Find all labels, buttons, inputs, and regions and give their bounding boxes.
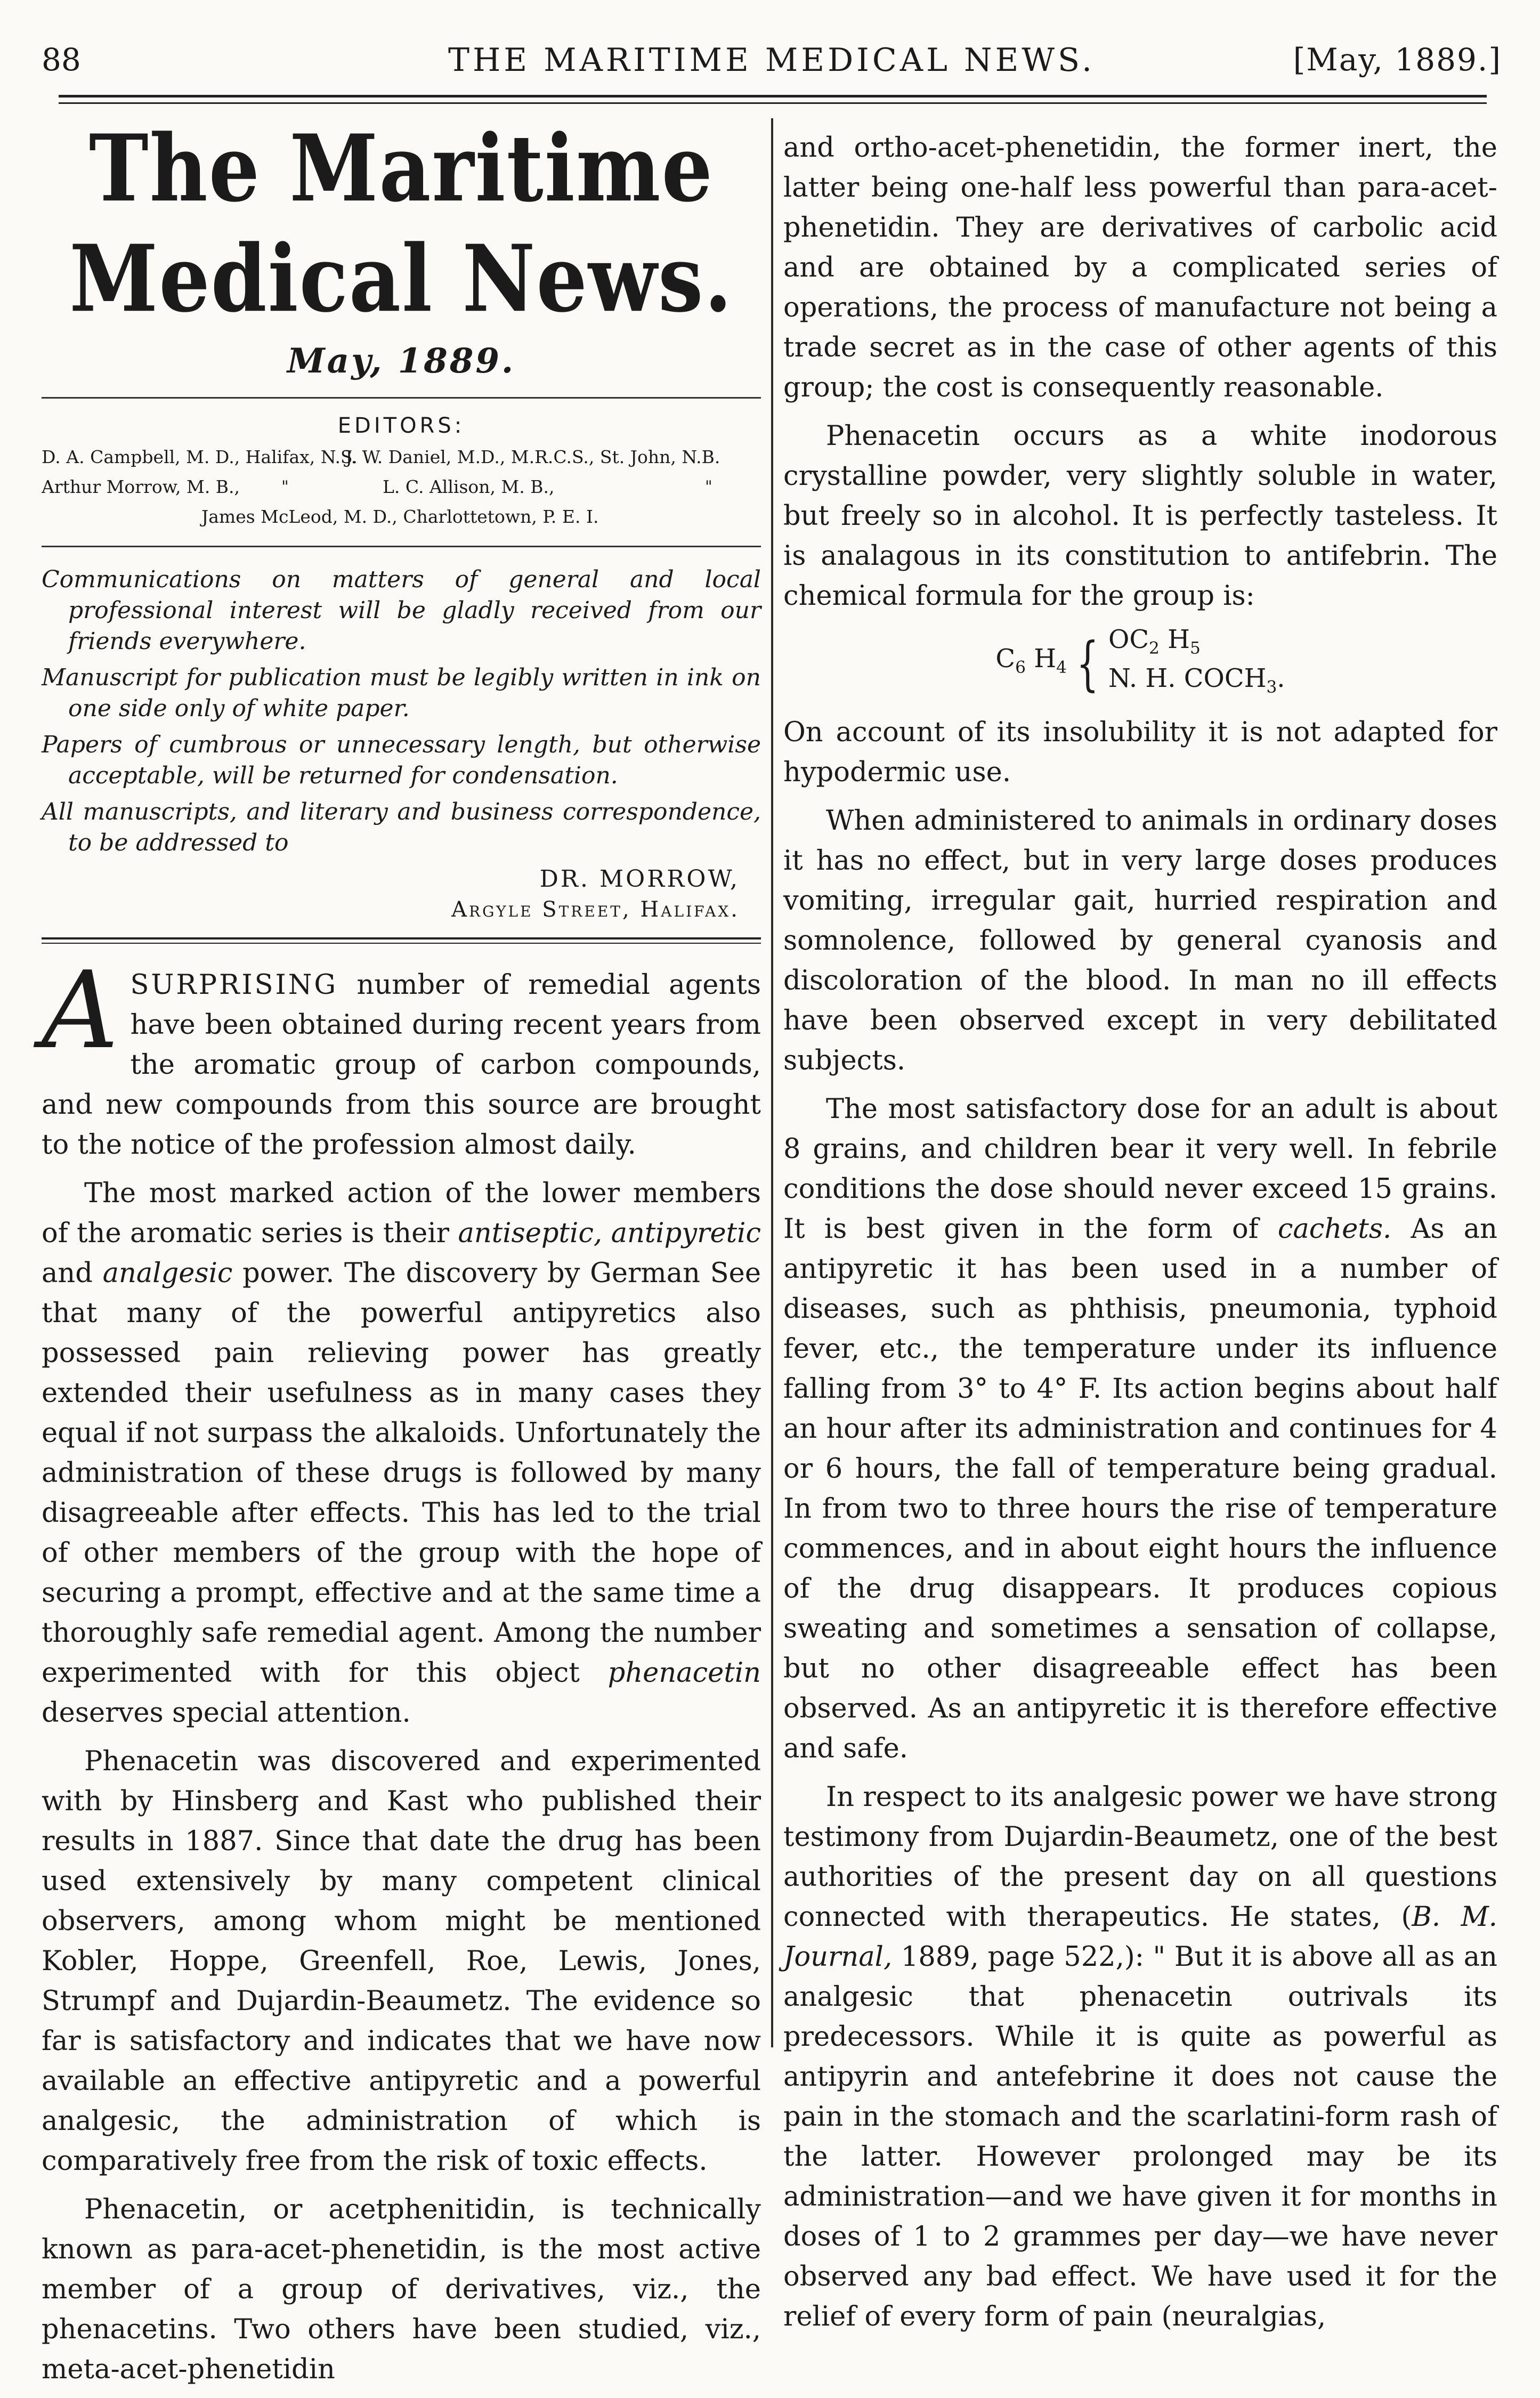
paragraph-text: As an antipyretic it has been used in a number of diseases, such as phthisis, pneumonia, typhoid fever, etc., the temperature under its influence falling from 3° to 4° F. Its action begins about half an hour after its administration and continues for 4 or 6 hours, the fall of temperature being gradual. In from two to three hours the rise of temperature commences, and in about eight hours the influence of the drug disappears. It produces copious sweating and sometimes a sensation of collapse, but no other disagreeable effect has been observed. As an antipyretic it is therefore effective and safe.	[783, 1213, 1497, 1765]
formula-sub: 6	[1015, 658, 1026, 677]
article-left	[42, 949, 761, 2389]
paragraph-text: deserves special attention.	[42, 1697, 411, 1729]
ditto-mark: "	[705, 477, 712, 496]
address-street: Argyle Street, Halifax.	[451, 897, 740, 922]
editors-rule	[42, 546, 761, 547]
paragraph-text: 1889, page 522,): " But it is above all as an analgesic that phenacetin outrivals its predecessors. While it is quite as powerful as antipyrin and antefebrine it does not cause the pain in the stomach and the scarlatini-form rash of the latter. However prolonged may be its administration—and we have given it for months in doses of 1 to 2 grammes per day—we have never observed any bad effect. We have used it for the relief of every form of pain (neuralgias,	[783, 1941, 1497, 2333]
formula-text: H	[1034, 644, 1057, 674]
page-number: 88	[42, 42, 81, 78]
formula-stack	[1108, 625, 1285, 702]
article-paragraph: Phenacetin, or acetphenitidin, is technically known as para-acet-phenetidin, is the most active member of a group of derivatives, viz., the phenacetins. Two others have been studied, viz., meta-acet-phenetidin	[42, 2194, 761, 2385]
formula-left	[995, 642, 1067, 684]
formula-text: H	[1168, 625, 1190, 654]
emphasis: antiseptic, antipyretic	[458, 1218, 761, 1249]
notice-manuscript: Manuscript for publication must be legibly written in ink on one side only of white paper.	[42, 664, 761, 722]
article-paragraph: When administered to animals in ordinary doses it has no effect, but in very large doses produces vomiting, irregular gait, hurried respiration and somnolence, followed by general cyanosis and discoloration of the blood. In man no ill effects have been observed except in very debilitated subjects.	[783, 805, 1497, 1077]
article-paragraph	[783, 1777, 1497, 2337]
article-paragraph: Phenacetin occurs as a white inodorous crystalline powder, very slightly soluble in water, but freely so in alcohol. It is perfectly tasteless. It is analagous in its constitution to antifebrin. The chemical formula for the group is:	[783, 420, 1497, 612]
masthead-rule	[42, 397, 761, 399]
formula-sub: 4	[1056, 658, 1067, 677]
running-header	[42, 42, 1502, 90]
editor-allison: L. C. Allison, M. B.,	[383, 476, 555, 497]
editor-mcleod: James McLeod, M. D., Charlottetown, P. E. I.	[201, 506, 599, 527]
article-paragraph	[42, 1173, 761, 1733]
masthead-title: The Maritime Medical News.	[69, 115, 733, 333]
paragraph-text: number of remedial agents have been obtained during recent years from the aromatic group of carbon compounds, and new compounds from this source are brought to the notice of the profession almost daily.	[42, 969, 761, 1161]
emphasis: analgesic	[102, 1258, 233, 1289]
editors-heading: EDITORS:	[337, 414, 465, 438]
address-name: DR. MORROW,	[539, 865, 740, 893]
article-paragraph: On account of its insolubility it is not adapted for hypodermic use.	[783, 717, 1497, 789]
paragraph-text: The most satisfactory dose for an adult is about 8 grains, and children bear it very well. In febrile conditions the dose should never exceed 15 grains. It is best given in the form of	[783, 1093, 1497, 1245]
paragraph-text: In respect to its analgesic power we have strong testimony from Dujardin-Beaumetz, one of the best authorities of the present day on all questions connected with therapeutics. He states, (	[783, 1781, 1497, 1933]
formula-text: OC	[1108, 625, 1149, 654]
emphasis: cachets.	[1277, 1213, 1392, 1245]
paragraph-text: The most marked action of the lower members of the aromatic series is their	[42, 1178, 761, 1249]
notices-rule	[42, 937, 761, 944]
editors-row	[42, 442, 761, 472]
article-paragraph: Phenacetin was discovered and experimented with by Hinsberg and Kast who published their results in 1887. Since that date the drug has been used extensively by many competent clinical observers, among whom might be mentioned Kobler, Hoppe, Greenfell, Roe, Lewis, Jones, Strumpf and Dujardin-Beaumetz. The evidence so far is satisfactory and indicates that we have now available an effective antipyretic and a powerful analgesic, the administration of which is comparatively free from the risk of toxic effects.	[42, 1746, 761, 2177]
paragraph-text: and	[42, 1258, 103, 1289]
editor-daniel: J. W. Daniel, M.D., M.R.C.S., St. John, N.B.	[345, 447, 720, 467]
formula-sub: 3	[1266, 677, 1277, 697]
emphasis: phenacetin	[607, 1657, 761, 1689]
notice-papers: Papers of cumbrous or unnecessary length, but otherwise acceptable, will be returned for condensation.	[42, 731, 761, 789]
brace-glyph: {	[1076, 629, 1099, 698]
formula-sub: 5	[1190, 638, 1201, 658]
article-paragraph	[783, 1089, 1497, 1769]
ditto-mark: "	[281, 477, 289, 496]
editors-row	[42, 502, 761, 532]
header-rule	[59, 95, 1487, 104]
article-right	[783, 128, 1497, 2337]
emphasis: B. M. Journal,	[783, 1901, 1497, 1973]
article-paragraph	[42, 949, 761, 1165]
left-column	[42, 115, 761, 2398]
running-title: THE MARITIME MEDICAL NEWS.	[448, 42, 1096, 79]
drop-cap: A	[42, 949, 119, 1073]
paragraph-text: power. The discovery by German See that many of the powerful antipyretics also possessed pain relieving power has greatly extended their usefulness as in many cases they equal if not surpass the alkaloids. Unfortunately the administration of these drugs is followed by many disagreeable after effects. This has led to the trial of other members of the group with the hope of securing a prompt, effective and at the same time a thoroughly safe remedial agent. Among the number experimented with for this object	[42, 1258, 761, 1689]
formula-text: N. H. COCH	[1108, 663, 1267, 693]
editor-morrow: Arthur Morrow, M. B.,	[42, 476, 240, 497]
chemical-formula	[783, 625, 1497, 702]
editors-list	[42, 442, 761, 532]
article-paragraph: and ortho-acet-phenetidin, the former inert, the latter being one-half less powerful than para-acet-phenetidin. They are derivatives of carbolic acid and are obtained by a complicated series of operations, the process of manufacture not being a trade secret as in the case of other agents of this group; the cost is consequently reasonable.	[783, 132, 1497, 403]
notices	[42, 564, 761, 858]
formula-sub: 2	[1149, 638, 1160, 658]
editors-row	[42, 472, 761, 502]
formula-text: .	[1277, 663, 1285, 693]
issue-label: [May, 1889.]	[1293, 42, 1502, 78]
right-column	[783, 128, 1497, 2345]
formula-text: C	[995, 644, 1016, 674]
notice-address: All manuscripts, and literary and business correspondence, to be addressed to	[42, 798, 761, 856]
notice-communications: Communications on matters of general and local professional interest will be gladly received from our friends everywhere.	[42, 566, 761, 655]
editor-campbell: D. A. Campbell, M. D., Halifax, N.S.	[42, 447, 358, 467]
column-divider	[771, 118, 773, 2047]
masthead-date: May, 1889.	[287, 341, 516, 381]
lead-caps: SURPRISING	[130, 969, 338, 1001]
